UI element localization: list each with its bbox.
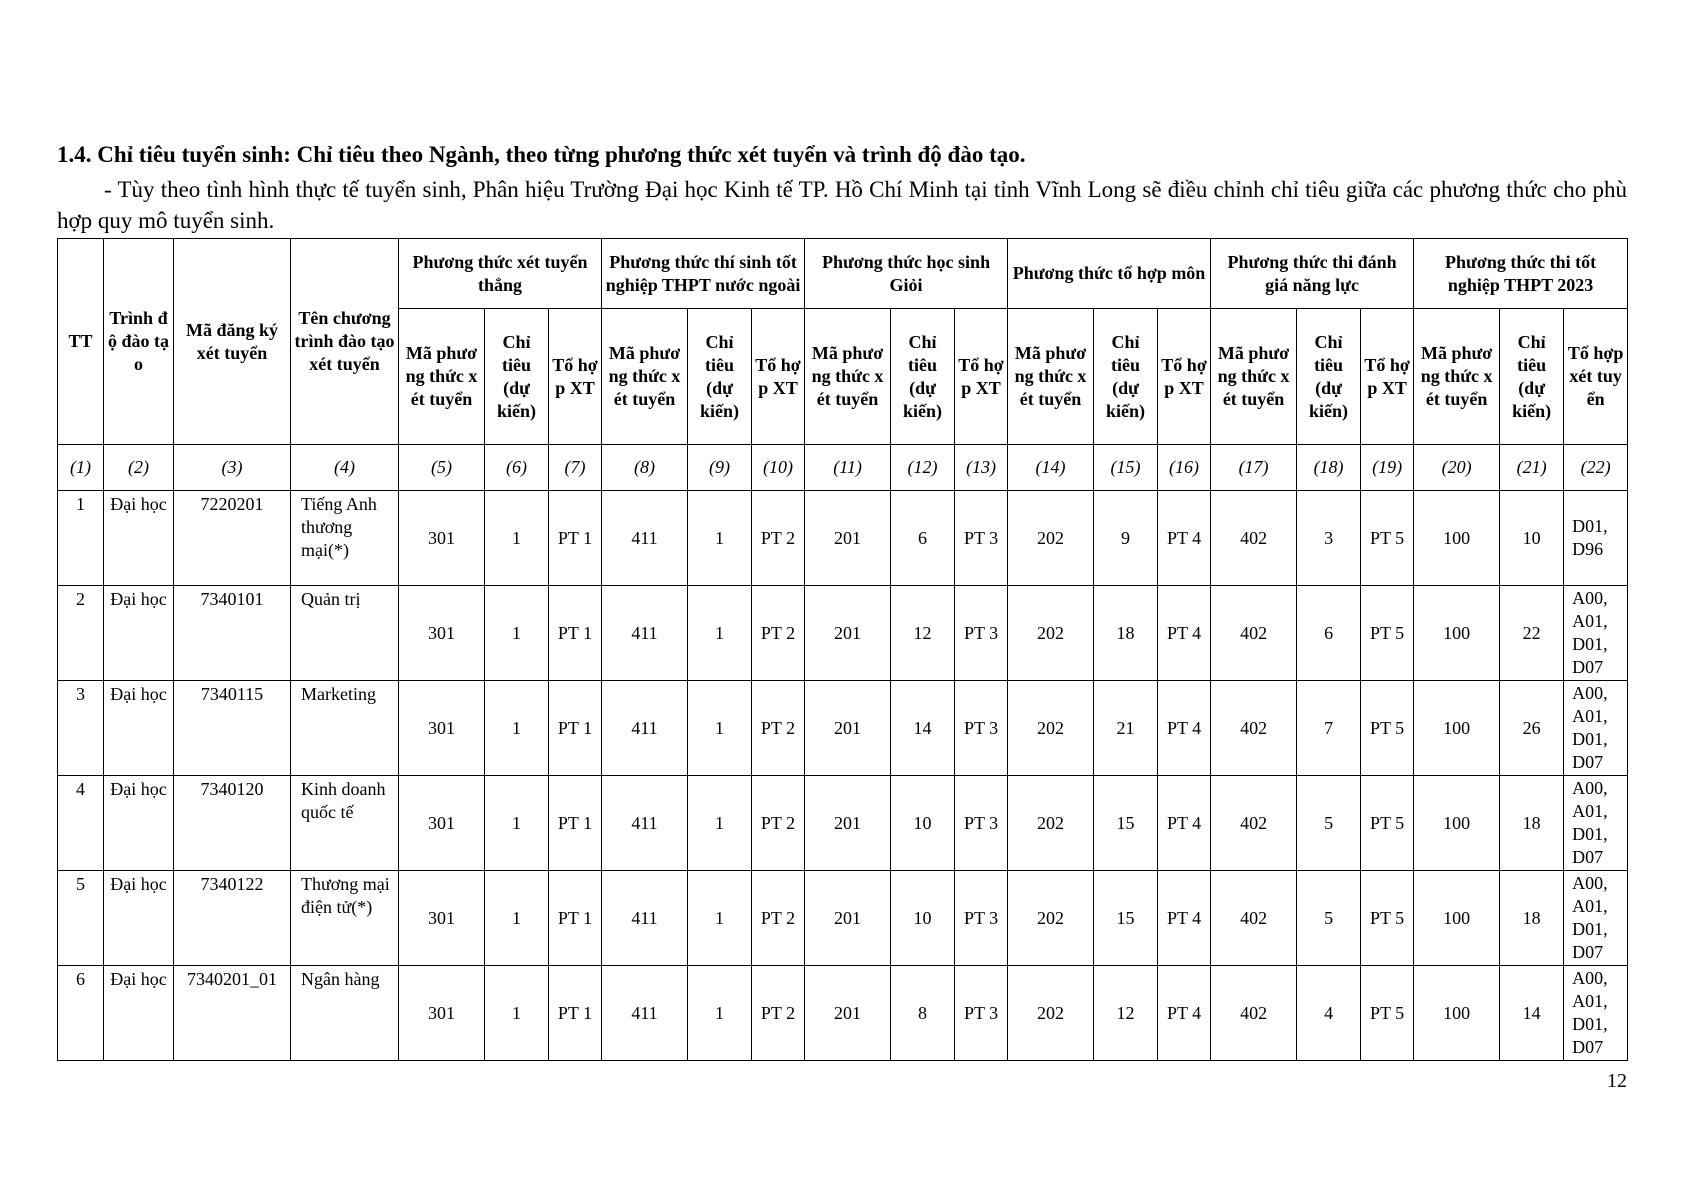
- sub-to-hop-xet-tuyen: Tổ hợp xét tuyển: [1564, 309, 1628, 445]
- table-cell: 411: [602, 776, 688, 871]
- group-thi-tot-nghiep: Phương thức thi tốt nghiệp THPT 2023: [1414, 239, 1628, 309]
- sub-ma-phuong-thuc: Mã phương thức xét tuyển: [399, 309, 485, 445]
- table-cell: 201: [805, 871, 891, 966]
- table-cell: 402: [1211, 871, 1297, 966]
- sub-chi-tieu: Chỉ tiêu (dự kiến): [1297, 309, 1361, 445]
- table-cell: Đại học: [104, 681, 174, 776]
- table-cell: 5: [1297, 871, 1361, 966]
- table-row: [58, 871, 1628, 966]
- table-cell: 15: [1094, 871, 1158, 966]
- table-cell: 201: [805, 776, 891, 871]
- table-cell: 4: [1297, 966, 1361, 1061]
- table-cell: 411: [602, 966, 688, 1061]
- sub-to-hop: Tổ hợp XT: [955, 309, 1008, 445]
- sub-to-hop: Tổ hợp XT: [1158, 309, 1211, 445]
- column-index-row: [58, 445, 1628, 491]
- sub-chi-tieu: Chỉ tiêu (dự kiến): [1500, 309, 1564, 445]
- group-thpt-nuoc-ngoai: Phương thức thí sinh tốt nghiệp THPT nước ngoài: [602, 239, 805, 309]
- table-cell: Tiếng Anh thương mại(*): [291, 491, 399, 586]
- table-cell: 5: [1297, 776, 1361, 871]
- table-cell: PT 4: [1158, 871, 1211, 966]
- table-cell: Marketing: [291, 681, 399, 776]
- column-index-cell: (12): [891, 445, 955, 491]
- table-cell: 5: [58, 871, 104, 966]
- table-cell: PT 2: [752, 586, 805, 681]
- column-index-cell: (11): [805, 445, 891, 491]
- group-xet-tuyen-thang: Phương thức xét tuyển thẳng: [399, 239, 602, 309]
- table-cell: PT 4: [1158, 491, 1211, 586]
- table-cell: 202: [1008, 776, 1094, 871]
- table-cell: 201: [805, 586, 891, 681]
- column-index-cell: (14): [1008, 445, 1094, 491]
- column-index-cell: (16): [1158, 445, 1211, 491]
- table-cell: 7340122: [174, 871, 291, 966]
- table-cell: Đại học: [104, 586, 174, 681]
- table-cell: 202: [1008, 681, 1094, 776]
- table-cell: PT 3: [955, 776, 1008, 871]
- table-cell: 301: [399, 586, 485, 681]
- column-index-cell: (10): [752, 445, 805, 491]
- column-index-cell: (22): [1564, 445, 1628, 491]
- table-cell: PT 3: [955, 966, 1008, 1061]
- table-cell: 14: [891, 681, 955, 776]
- column-index-cell: (3): [174, 445, 291, 491]
- table-cell: 10: [891, 871, 955, 966]
- table-cell: 202: [1008, 586, 1094, 681]
- intro-paragraph: - Tùy theo tình hình thực tế tuyển sinh, Phân hiệu Trường Đại học Kinh tế TP. Hồ Chí Minh tại tỉnh Vĩnh Long sẽ điều chỉnh chỉ tiêu giữa các phương thức cho phù hợp quy mô tuyển sinh.: [57, 177, 1627, 233]
- table-cell: 7340120: [174, 776, 291, 871]
- table-cell: 402: [1211, 681, 1297, 776]
- table-cell: PT 2: [752, 776, 805, 871]
- column-index-cell: (18): [1297, 445, 1361, 491]
- table-cell: 402: [1211, 776, 1297, 871]
- table-header: [58, 239, 1628, 445]
- sub-to-hop: Tổ hợp XT: [549, 309, 602, 445]
- table-row: [58, 491, 1628, 586]
- table-cell: PT 4: [1158, 776, 1211, 871]
- table-cell: A00, A01, D01, D07: [1564, 681, 1628, 776]
- table-cell: 3: [1297, 491, 1361, 586]
- table-cell: 100: [1414, 491, 1500, 586]
- table-cell: 301: [399, 491, 485, 586]
- table-cell: 18: [1094, 586, 1158, 681]
- sub-to-hop: Tổ hợp XT: [752, 309, 805, 445]
- column-index-cell: (17): [1211, 445, 1297, 491]
- table-cell: 6: [58, 966, 104, 1061]
- col-trinh-do: Trình độ đào tạo: [104, 239, 174, 445]
- table-cell: 10: [891, 776, 955, 871]
- section-heading: 1.4. Chỉ tiêu tuyển sinh: Chỉ tiêu theo Ngành, theo từng phương thức xét tuyển và trình độ đào tạo.: [57, 142, 1026, 167]
- table-cell: Đại học: [104, 491, 174, 586]
- column-index-cell: (6): [485, 445, 549, 491]
- table-cell: 7220201: [174, 491, 291, 586]
- table-cell: 10: [1500, 491, 1564, 586]
- table-cell: 7340201_01: [174, 966, 291, 1061]
- table-cell: PT 1: [549, 776, 602, 871]
- table-row: [58, 776, 1628, 871]
- table-cell: Đại học: [104, 776, 174, 871]
- table-cell: 1: [688, 681, 752, 776]
- col-ma-dang-ky: Mã đăng ký xét tuyển: [174, 239, 291, 445]
- table-cell: PT 3: [955, 871, 1008, 966]
- sub-chi-tieu: Chỉ tiêu (dự kiến): [1094, 309, 1158, 445]
- table-cell: 1: [485, 966, 549, 1061]
- table-cell: 1: [485, 871, 549, 966]
- table-cell: PT 5: [1361, 681, 1414, 776]
- table-cell: 1: [688, 871, 752, 966]
- table-cell: 100: [1414, 966, 1500, 1061]
- column-index-cell: (5): [399, 445, 485, 491]
- table-cell: 22: [1500, 586, 1564, 681]
- quota-table: [57, 238, 1628, 1061]
- table-cell: Đại học: [104, 871, 174, 966]
- table-cell: PT 4: [1158, 586, 1211, 681]
- column-index-cell: (21): [1500, 445, 1564, 491]
- table-cell: 202: [1008, 966, 1094, 1061]
- sub-ma-phuong-thuc: Mã phương thức xét tuyển: [1414, 309, 1500, 445]
- sub-chi-tieu: Chỉ tiêu (dự kiến): [688, 309, 752, 445]
- sub-chi-tieu: Chỉ tiêu (dự kiến): [891, 309, 955, 445]
- column-index-cell: (15): [1094, 445, 1158, 491]
- table-cell: PT 1: [549, 491, 602, 586]
- table-cell: 3: [58, 681, 104, 776]
- table-cell: 7340101: [174, 586, 291, 681]
- sub-chi-tieu: Chỉ tiêu (dự kiến): [485, 309, 549, 445]
- table-row: [58, 586, 1628, 681]
- table-cell: Thương mại điện tử(*): [291, 871, 399, 966]
- table-cell: A00, A01, D01, D07: [1564, 776, 1628, 871]
- table-cell: A00, A01, D01, D07: [1564, 586, 1628, 681]
- table-cell: 1: [688, 586, 752, 681]
- table-row: [58, 681, 1628, 776]
- table-cell: 9: [1094, 491, 1158, 586]
- table-cell: 100: [1414, 776, 1500, 871]
- sub-ma-phuong-thuc: Mã phương thức xét tuyển: [1211, 309, 1297, 445]
- table-cell: 6: [1297, 586, 1361, 681]
- table-cell: 12: [891, 586, 955, 681]
- table-cell: PT 2: [752, 871, 805, 966]
- table-cell: 411: [602, 871, 688, 966]
- table-cell: 1: [688, 776, 752, 871]
- table-cell: 1: [485, 776, 549, 871]
- table-cell: PT 4: [1158, 681, 1211, 776]
- table-cell: 402: [1211, 491, 1297, 586]
- table-cell: PT 2: [752, 491, 805, 586]
- table-cell: PT 4: [1158, 966, 1211, 1061]
- table-cell: 301: [399, 681, 485, 776]
- col-tt: TT: [58, 239, 104, 445]
- page-number: 12: [1607, 1070, 1627, 1092]
- table-cell: 301: [399, 776, 485, 871]
- table-cell: 7: [1297, 681, 1361, 776]
- table-cell: PT 3: [955, 681, 1008, 776]
- sub-to-hop: Tổ hợp XT: [1361, 309, 1414, 445]
- table-cell: PT 2: [752, 681, 805, 776]
- table-cell: 201: [805, 966, 891, 1061]
- table-cell: 12: [1094, 966, 1158, 1061]
- table-cell: 201: [805, 491, 891, 586]
- table-cell: 18: [1500, 871, 1564, 966]
- table-cell: 7340115: [174, 681, 291, 776]
- group-danh-gia-nang-luc: Phương thức thi đánh giá năng lực: [1211, 239, 1414, 309]
- group-hoc-sinh-gioi: Phương thức học sinh Giỏi: [805, 239, 1008, 309]
- table-cell: 201: [805, 681, 891, 776]
- table-cell: 100: [1414, 681, 1500, 776]
- table-cell: A00, A01, D01, D07: [1564, 966, 1628, 1061]
- table-cell: 18: [1500, 776, 1564, 871]
- table-cell: 8: [891, 966, 955, 1061]
- sub-ma-phuong-thuc: Mã phương thức xét tuyển: [1008, 309, 1094, 445]
- table-cell: 1: [485, 586, 549, 681]
- table-cell: 4: [58, 776, 104, 871]
- table-cell: Kinh doanh quốc tế: [291, 776, 399, 871]
- table-cell: 1: [485, 491, 549, 586]
- table-cell: A00, A01, D01, D07: [1564, 871, 1628, 966]
- table-cell: PT 5: [1361, 776, 1414, 871]
- column-index-cell: (13): [955, 445, 1008, 491]
- group-to-hop-mon: Phương thức tổ hợp môn: [1008, 239, 1211, 309]
- table-cell: 15: [1094, 776, 1158, 871]
- sub-ma-phuong-thuc: Mã phương thức xét tuyển: [805, 309, 891, 445]
- table-row: [58, 966, 1628, 1061]
- table-cell: PT 1: [549, 871, 602, 966]
- table-cell: 402: [1211, 966, 1297, 1061]
- table-cell: 100: [1414, 871, 1500, 966]
- table-cell: Đại học: [104, 966, 174, 1061]
- column-index-cell: (4): [291, 445, 399, 491]
- table-cell: PT 5: [1361, 491, 1414, 586]
- table-body: [58, 445, 1628, 1061]
- group-header-row: [58, 239, 1628, 309]
- sub-ma-phuong-thuc: Mã phương thức xét tuyển: [602, 309, 688, 445]
- table-cell: 301: [399, 871, 485, 966]
- table-cell: 301: [399, 966, 485, 1061]
- column-index-cell: (2): [104, 445, 174, 491]
- table-cell: 2: [58, 586, 104, 681]
- table-cell: 202: [1008, 491, 1094, 586]
- table-cell: PT 2: [752, 966, 805, 1061]
- table-cell: PT 3: [955, 586, 1008, 681]
- table-cell: 1: [485, 681, 549, 776]
- table-cell: PT 1: [549, 586, 602, 681]
- table-cell: PT 5: [1361, 586, 1414, 681]
- table-cell: 21: [1094, 681, 1158, 776]
- column-index-cell: (20): [1414, 445, 1500, 491]
- table-cell: PT 1: [549, 681, 602, 776]
- table-cell: Quản trị: [291, 586, 399, 681]
- table-cell: D01, D96: [1564, 491, 1628, 586]
- table-cell: 411: [602, 491, 688, 586]
- col-ten-chuong-trinh: Tên chương trình đào tạo xét tuyển: [291, 239, 399, 445]
- table-cell: PT 5: [1361, 966, 1414, 1061]
- table-cell: PT 3: [955, 491, 1008, 586]
- table-cell: 411: [602, 681, 688, 776]
- column-index-cell: (7): [549, 445, 602, 491]
- table-cell: 202: [1008, 871, 1094, 966]
- table-cell: 1: [688, 966, 752, 1061]
- table-cell: PT 5: [1361, 871, 1414, 966]
- table-cell: 26: [1500, 681, 1564, 776]
- table-cell: 402: [1211, 586, 1297, 681]
- table-cell: PT 1: [549, 966, 602, 1061]
- table-cell: 14: [1500, 966, 1564, 1061]
- table-cell: 6: [891, 491, 955, 586]
- document-page: [57, 140, 1627, 1061]
- column-index-cell: (8): [602, 445, 688, 491]
- table-cell: 100: [1414, 586, 1500, 681]
- column-index-cell: (9): [688, 445, 752, 491]
- column-index-cell: (1): [58, 445, 104, 491]
- table-cell: Ngân hàng: [291, 966, 399, 1061]
- table-cell: 1: [58, 491, 104, 586]
- column-index-cell: (19): [1361, 445, 1414, 491]
- table-cell: 1: [688, 491, 752, 586]
- table-cell: 411: [602, 586, 688, 681]
